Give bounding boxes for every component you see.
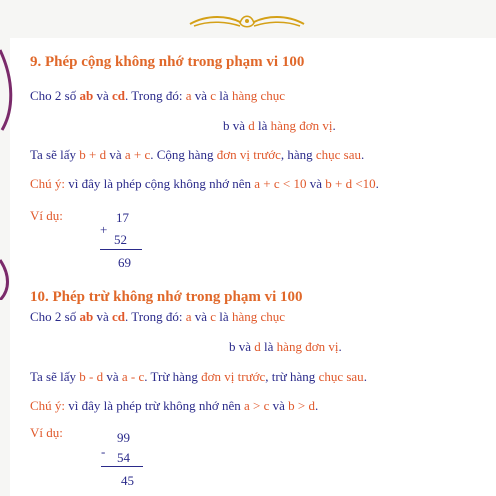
s9-ex-top: 17	[116, 210, 129, 225]
s9-l4-text: và	[306, 176, 326, 191]
s9-ex-result: 69	[118, 255, 131, 270]
s9-l1-hang-chuc: hàng chục	[231, 88, 285, 103]
s9-l1-text: . Trong đó:	[125, 88, 186, 103]
s10-line-1	[30, 309, 285, 325]
s9-l2-hang-don-vi: hàng đơn vị	[270, 118, 333, 133]
s10-l1-text: và	[93, 309, 112, 324]
s9-l4-text: vì đây là phép cộng không nhớ nên	[65, 176, 255, 191]
s9-example-label: Ví dụ:	[30, 208, 63, 223]
s10-line-2: b và d là hàng đơn vị.	[229, 339, 342, 354]
s10-l1-text: Cho 2 số	[30, 309, 80, 324]
s9-l3-a-plus-c: a + c	[124, 147, 151, 162]
s9-l3-don-vi-truoc: đơn vị trước	[216, 147, 281, 162]
s9-ex-line	[100, 249, 142, 250]
s10-l1-a: a	[185, 309, 192, 324]
s10-l4-chu-y: Chú ý:	[30, 398, 66, 413]
s10-l1-c: c	[210, 309, 217, 324]
s10-example-calc	[101, 430, 151, 490]
content-panel	[10, 38, 496, 496]
section-9-title: 9. Phép cộng không nhớ trong phạm vi 100	[30, 54, 305, 70]
s10-l4-cond-1: a > c	[243, 398, 270, 413]
s10-line-3: Ta sẽ lấy b - d và a - c. Trừ hàng đơn vị trước, trừ hàng chục sau.	[30, 369, 367, 384]
s9-ex-bottom: 52	[114, 232, 127, 247]
s9-l1-a: a	[185, 88, 192, 103]
s9-l3-text: . Cộng hàng	[150, 147, 217, 162]
s9-l2-b: b	[223, 118, 230, 133]
s9-l2-text: là	[254, 118, 271, 133]
s10-l1-cd: cd	[112, 309, 125, 324]
s10-l3-text: . Trừ hàng	[144, 369, 202, 384]
s9-l3-chuc-sau: chục sau	[315, 147, 361, 162]
s9-l3-b-plus-d: b + d	[79, 147, 107, 162]
s10-ex-bottom: 54	[117, 450, 130, 465]
s10-ex-top: 99	[117, 430, 130, 445]
s10-l3-don-vi-truoc: đơn vị trước	[201, 369, 266, 384]
s9-l3-text: , hàng	[280, 147, 316, 162]
s9-l4-chu-y: Chú ý:	[30, 176, 66, 191]
decorative-curl	[0, 40, 14, 300]
s9-l2-text: và	[229, 118, 249, 133]
s10-l1-text: là	[216, 309, 232, 324]
s9-l1-text: và	[93, 88, 112, 103]
s10-l2-text: là	[260, 339, 277, 354]
s9-line-3: Ta sẽ lấy b + d và a + c. Cộng hàng đơn vị trước, hàng chục sau.	[30, 147, 365, 162]
section-10-title: 10. Phép trừ không nhớ trong phạm vi 100	[30, 289, 303, 305]
s10-l4-text: vì đây là phép trừ không nhớ nên	[65, 398, 244, 413]
s9-l1-text: là	[216, 88, 232, 103]
s9-l1-ab: ab	[79, 88, 94, 103]
s9-line-4: Chú ý: vì đây là phép cộng không nhớ nên a + c < 10 và b + d <10.	[30, 176, 379, 191]
s10-l3-chuc-sau: chục sau	[318, 369, 364, 384]
s9-l2-d: d	[248, 118, 255, 133]
s9-ex-op: +	[100, 222, 108, 237]
s10-ex-result: 45	[121, 473, 134, 488]
s10-l3-text: , trừ hàng	[265, 369, 319, 384]
s9-l4-cond-1: a + c < 10	[254, 176, 307, 191]
s9-l3-text: và	[106, 147, 125, 162]
s9-l1-c: c	[210, 88, 217, 103]
s10-ex-line	[101, 466, 143, 467]
s9-l1-text: Cho 2 số	[30, 88, 80, 103]
s10-l4-cond-2: b > d	[288, 398, 315, 413]
s9-line-1	[30, 88, 285, 104]
s9-l1-text: và	[191, 88, 211, 103]
s9-example-calc	[98, 210, 148, 270]
s10-ex-op: -	[101, 444, 106, 459]
s10-example-label: Ví dụ:	[30, 425, 63, 440]
s10-l2-b: b	[229, 339, 236, 354]
s10-l1-ab: ab	[79, 309, 94, 324]
s10-l3-b-minus-d: b - d	[79, 369, 104, 384]
s9-l3-text: Ta sẽ lấy	[30, 147, 80, 162]
s10-l3-text: Ta sẽ lấy	[30, 369, 80, 384]
s10-l3-a-minus-c: a - c	[121, 369, 145, 384]
s10-l4-text: và	[269, 398, 289, 413]
s9-l1-cd: cd	[112, 88, 125, 103]
s10-l2-hang-don-vi: hàng đơn vị	[276, 339, 339, 354]
s10-line-4: Chú ý: vì đây là phép trừ không nhớ nên a > c và b > d.	[30, 398, 319, 413]
s10-l2-text: và	[235, 339, 255, 354]
s10-l3-text: và	[103, 369, 122, 384]
s9-l4-cond-2: b + d <10	[325, 176, 376, 191]
ornament-divider-icon	[188, 12, 306, 30]
s10-l2-d: d	[254, 339, 261, 354]
s10-l1-text: . Trong đó:	[125, 309, 186, 324]
s9-line-2: b và d là hàng đơn vị.	[223, 118, 336, 133]
s10-l1-hang-chuc: hàng chục	[231, 309, 285, 324]
s10-l1-text: và	[191, 309, 211, 324]
